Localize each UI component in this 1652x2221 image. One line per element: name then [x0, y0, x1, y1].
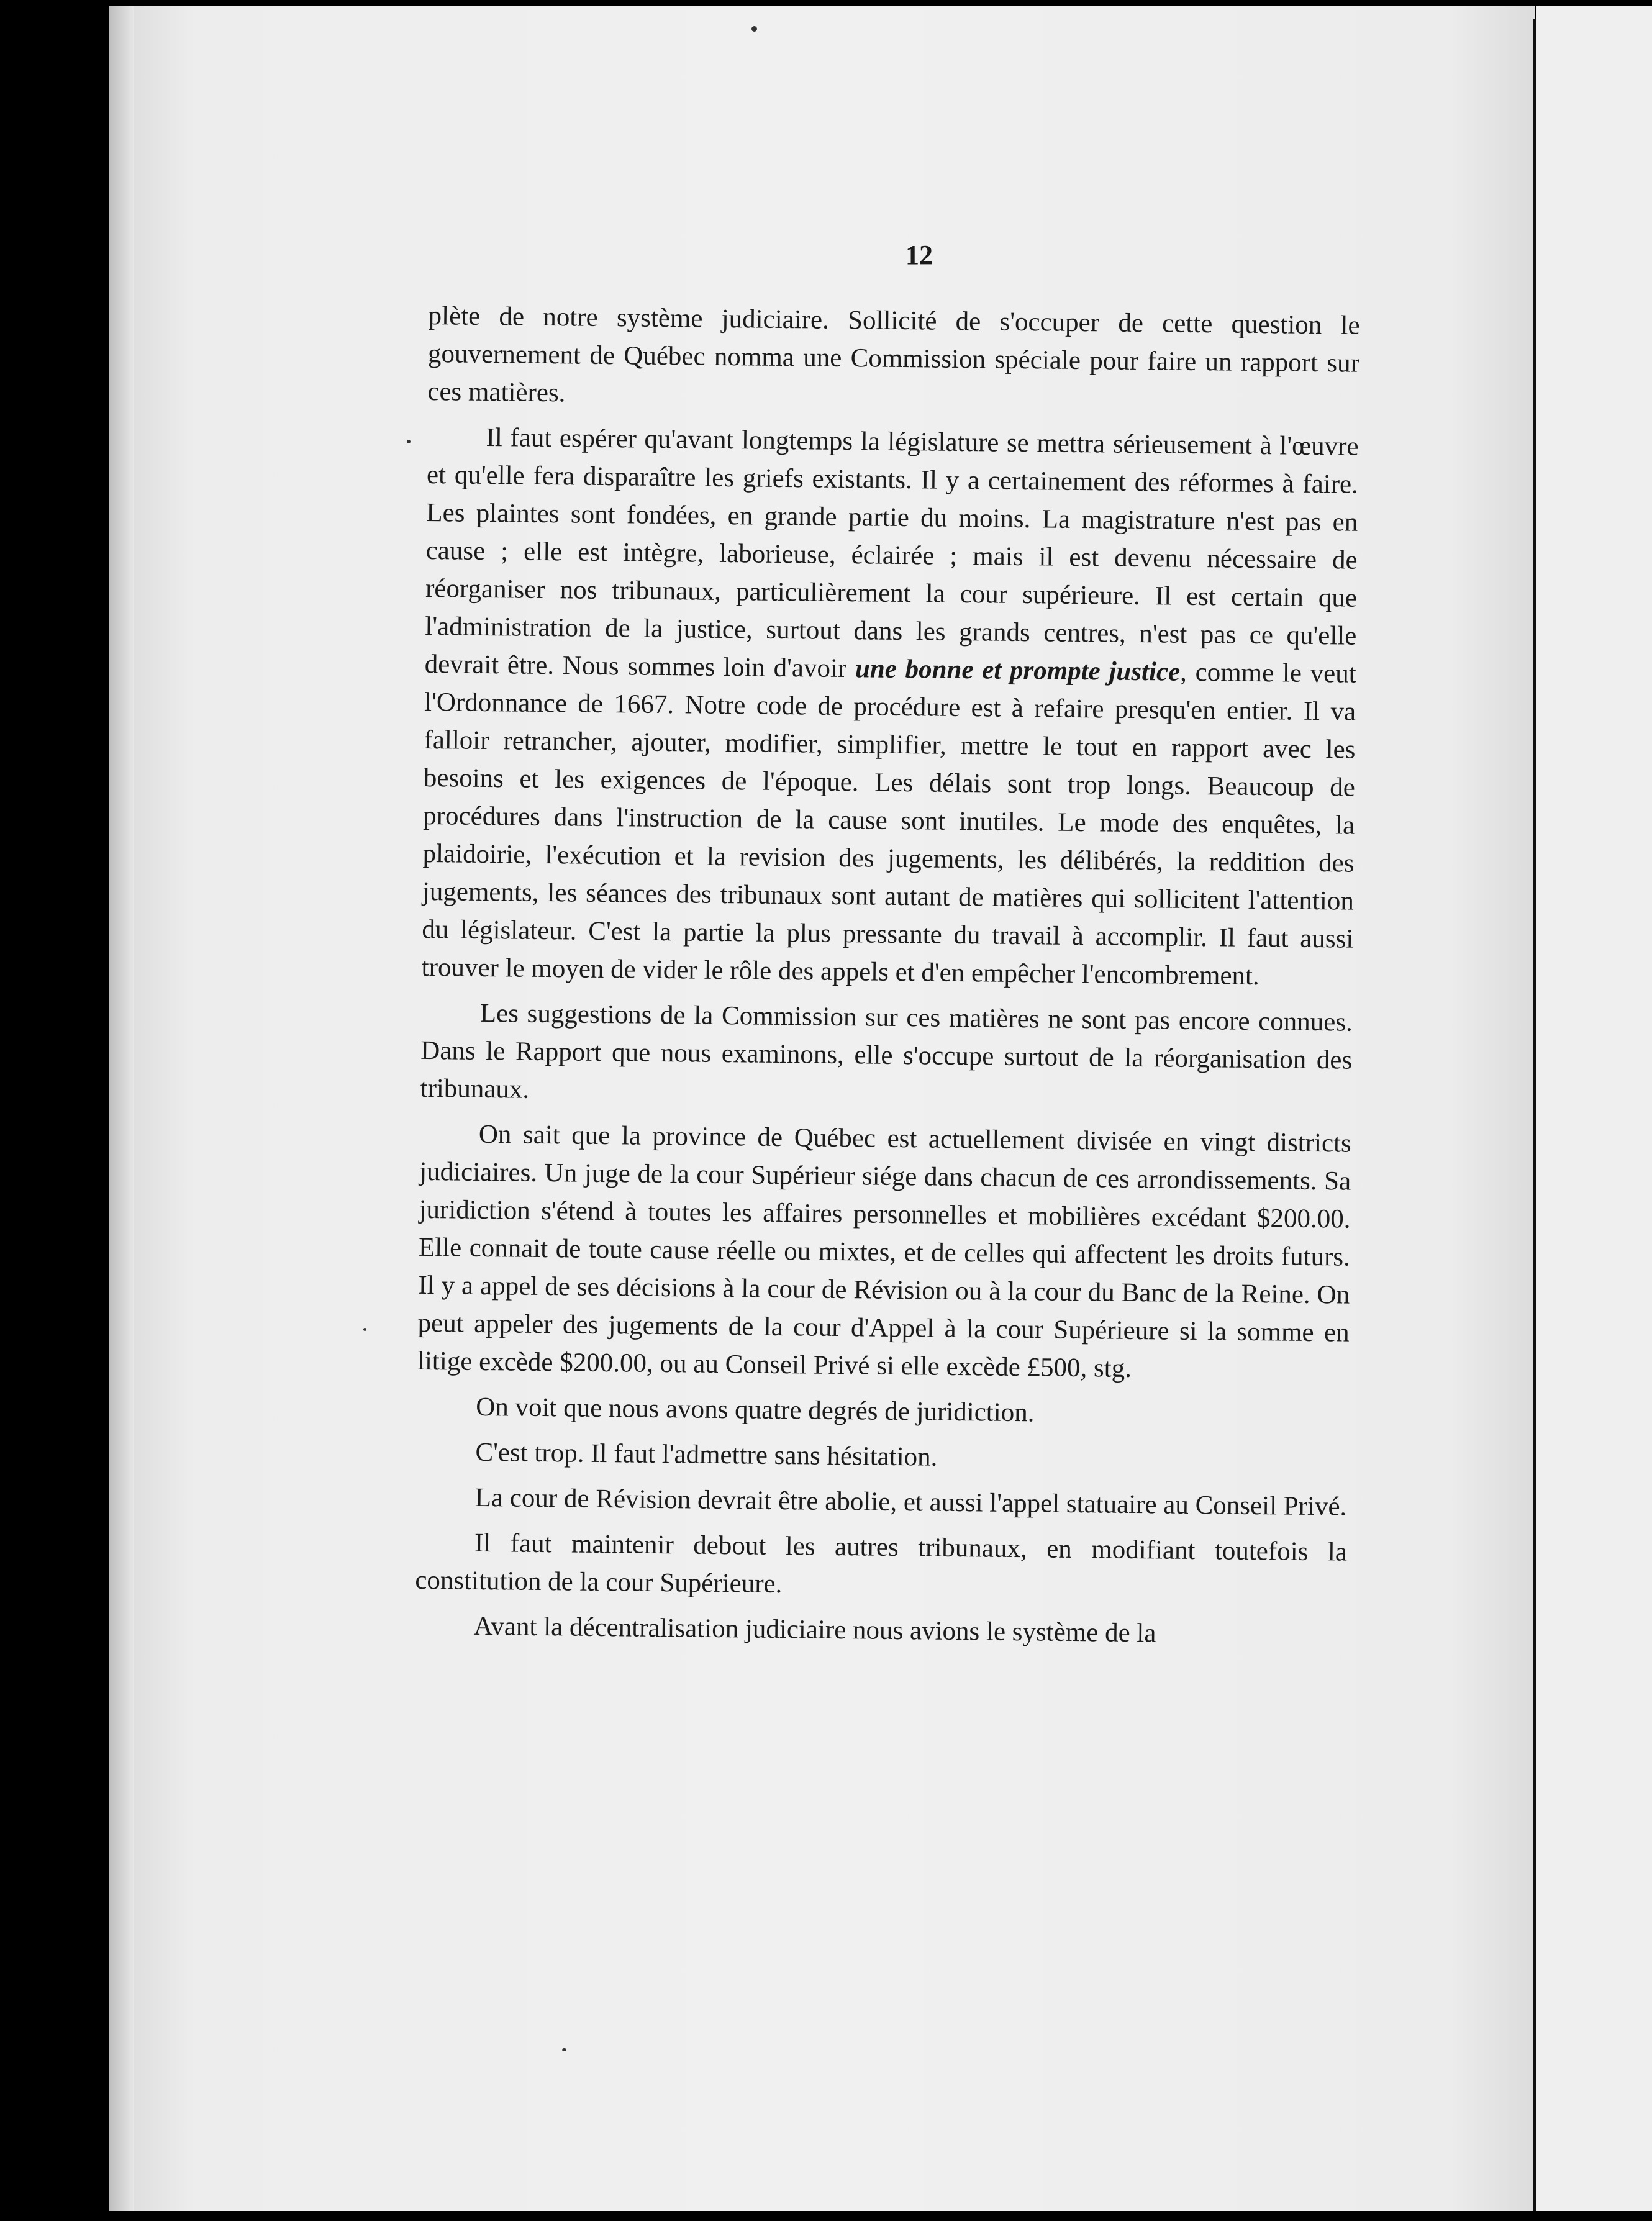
scan-speck — [751, 26, 757, 32]
scan-speck — [562, 2048, 566, 2051]
page-number: 12 — [905, 240, 933, 270]
paragraph-text: Il faut maintenir debout les autres tribunaux, en modifiant toutefois la constitution de la cour Supérieure. — [415, 1528, 1348, 1599]
page-left-edge-shadow — [109, 6, 134, 2211]
body-text — [414, 297, 1360, 1662]
paragraph — [421, 418, 1358, 996]
paragraph — [427, 297, 1360, 420]
facing-page-strip — [1536, 6, 1652, 2211]
paragraph — [417, 1115, 1351, 1390]
paragraph-text: Avant la décentralisation judiciaire nous avions le système de la — [473, 1611, 1156, 1648]
paragraph — [420, 994, 1353, 1117]
scan-speck — [407, 440, 411, 443]
paragraph — [415, 1524, 1347, 1609]
paragraph-text: Les suggestions de la Commission sur ces matières ne sont pas encore connues. Dans le Rapport que nous examinons, elle s'occupe surtout de la réorganisation des tribunaux. — [420, 998, 1353, 1104]
paragraph — [415, 1478, 1348, 1526]
paragraph-text: Il faut espérer qu'avant longtemps la législature se mettra sérieusement à l'œuvre et qu'elle fera disparaître les griefs existants. Il y a certainement des réformes à faire. Les plaintes sont fondées, en grande partie du moins. La magistrature n'est pas en cause ; elle est intègre, laborieuse, éclairée ; mais il est devenu nécessaire de réorganiser nos tribunaux, particulièrement la cour supérieure. Il est certain que l'administration de la justice, surtout dans les grands centres, n'est pas ce qu'elle devrait être. Nous sommes loin d'avoir — [424, 422, 1359, 684]
emphasized-phrase: une bonne et prompte justice — [855, 654, 1181, 687]
paragraph-text: On sait que la province de Québec est actuellement divisée en vingt districts judiciaires. Un juge de la cour Supérieur siége dans chacun de ces arrondissements. Sa juridiction s'étend à toutes les affaires personnelles et mobilières excédant $200.00. Elle connait de toute cause réelle ou mixtes, et de celles qui affectent les droits futurs. Il y a appel de ses décisions à la cour de Révision ou à la cour du Banc de la Reine. On peut appeler des jugements de la cour d'Appel à la cour Supérieure si la somme en litige excède $200.00, ou au Conseil Privé si elle excède £500, stg. — [417, 1119, 1352, 1383]
paragraph-text: plète de notre système judiciaire. Sollicité de s'occuper de cette question le gouvernement de Québec nomma une Commission spéciale pour faire un rapport sur ces matières. — [427, 301, 1360, 408]
scan-speck — [363, 1328, 366, 1331]
paragraph — [416, 1433, 1348, 1481]
paragraph-text: On voit que nous avons quatre degrés de juridiction. — [476, 1392, 1035, 1428]
paragraph — [414, 1607, 1346, 1655]
paragraph — [417, 1388, 1349, 1435]
paragraph-text: La cour de Révision devrait être abolie, et aussi l'appel statuaire au Conseil Privé. — [474, 1483, 1347, 1522]
paragraph-text: , comme le veut l'Ordonnance de 1667. Notre code de procédure est à refaire presqu'en entier. Il va falloir retrancher, ajouter, modifier, simplifier, mettre le tout en rapport avec les besoins et les exigences de l'époque. Les délais sont trop longs. Beaucoup de procédures dans l'instruction de la cause sont inutiles. Le mode des enquêtes, la plaidoirie, l'exécution et la revision des jugements, les délibérés, la reddition des jugements, les séances des tribunaux sont autant de matières qui sollicitent l'attention du législateur. C'est la partie la plus pressante du travail à accomplir. Il faut aussi trouver le moyen de vider le rôle des appels et d'en empêcher l'encombrement. — [421, 657, 1356, 991]
paragraph-text: C'est trop. Il faut l'admettre sans hésitation. — [475, 1437, 938, 1472]
